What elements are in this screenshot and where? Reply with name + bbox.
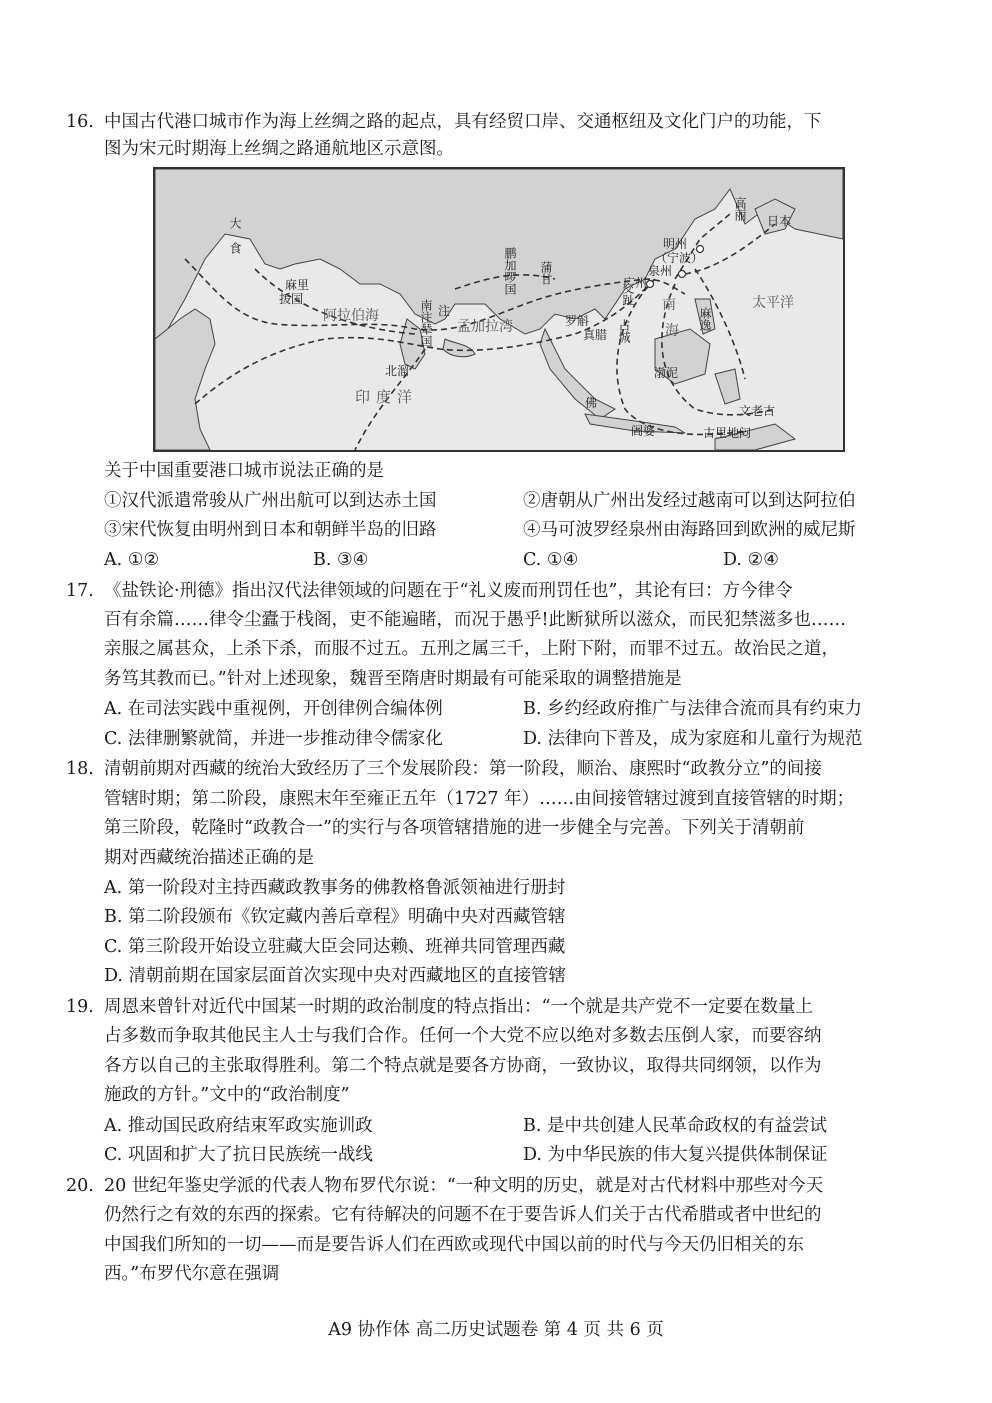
q16-number: 16. [66, 112, 94, 132]
q17-stem-line-1: 《盐铁论·刑德》指出汉代法律领域的问题在于“礼义废而刑罚任也”，其论有曰：方今律令 [104, 581, 793, 601]
q19-stem-line-3: 各方以自己的主张取得胜利。第二个特点就是要各方协商，一致协议，取得共同纲领，以作为 [104, 1056, 822, 1076]
q19-stem-line-4: 施政的方针。”文中的“政治制度” [104, 1085, 350, 1105]
map-label-bengal: 孟加拉湾 [457, 319, 513, 335]
map-label-beiliu: 北溜 [385, 364, 410, 378]
q17-number: 17. [66, 581, 94, 601]
q18-option-c[interactable]: C. 第三阶段开始设立驻藏大臣会同达赖、班禅共同管理西藏 [104, 937, 566, 957]
map-label-indian-ocean: 印度洋 [355, 388, 419, 406]
q17-stem-line-2: 百有余篇……律令尘蠹于栈阁，吏不能遍睹，而况于愚乎!此断狱所以滋众，而民犯禁滋多也…… [104, 610, 847, 630]
q18-option-a[interactable]: A. 第一阶段对主持西藏政教事务的佛教格鲁派领袖进行册封 [104, 878, 566, 898]
q17-stem-line-4: 务笃其教而已。”针对上述现象，魏晋至隋唐时期最有可能采取的调整措施是 [104, 669, 682, 689]
q16-option-a[interactable]: A. ①② [104, 550, 160, 570]
map-label-southsea-2: 海 [665, 323, 679, 339]
q19-stem-line-1: 周恩来曾针对近代中国某一时期的政治制度的特点指出：“一个就是共产党不一定要在数量上 [104, 997, 813, 1017]
q16-statement-4: ④马可波罗经泉州由海路回到欧洲的威尼斯 [523, 520, 856, 540]
q18-option-b[interactable]: B. 第二阶段颁布《钦定藏内善后章程》明确中央对西藏管辖 [104, 907, 566, 927]
q20-stem-line-4: 西。”布罗代尔意在强调 [104, 1264, 280, 1284]
q18-stem-line-1: 清朝前期对西藏的统治大致经历了三个发展阶段：第一阶段，顺治、康熙时“政教分立”的间接 [104, 759, 822, 779]
q16-statement-3: ③宋代恢复由明州到日本和朝鲜半岛的旧路 [104, 520, 437, 540]
q17-option-d[interactable]: D. 法律向下普及，成为家庭和儿童行为规范 [523, 729, 863, 749]
map-label-wenlao: 文老古 [739, 404, 776, 418]
map-label-sanfoqi: 佛 [585, 396, 598, 410]
map-label-pacific: 太平洋 [752, 295, 794, 311]
map-label-mingzhou: 明州 [663, 237, 688, 251]
q20-stem-line-2: 仍然行之有效的东西的探索。它有待解决的问题不在于要告诉人们关于古代希腊或者中世纪的 [104, 1205, 822, 1225]
map-label-shepo: 阇婆 [631, 424, 656, 438]
map-label-arabian-sea: 阿拉伯海 [323, 308, 379, 324]
q16-prompt: 关于中国重要港口城市说法正确的是 [104, 461, 384, 481]
q19-number: 19. [66, 997, 94, 1017]
q20-stem-line-3: 中国我们所知的一切——而是要告诉人们在西欧或现代中国以前的时代与今天仍旧相关的东 [104, 1235, 804, 1255]
q16-option-b[interactable]: B. ③④ [313, 550, 369, 570]
q16-statement-2: ②唐朝从广州出发经过越南可以到达阿拉伯 [523, 491, 856, 511]
map-label-malindi-2: 㧞国 [279, 292, 304, 306]
map-label-champa: 占城 [617, 319, 631, 343]
map-label-southsea-1: 南 [662, 297, 676, 313]
q18-number: 18. [66, 759, 94, 779]
q16-option-d[interactable]: D. ②④ [723, 550, 779, 570]
map-label-zhenla: 真腊 [583, 328, 608, 342]
map-label-zhunian: 注 [438, 304, 451, 318]
q17-option-b[interactable]: B. 乡约经政府推广与法律合流而具有约束力 [523, 699, 862, 719]
q18-stem-line-2: 管辖时期；第二阶段，康熙末年至雍正五年（1727 年）……由间接管辖过渡到直接管辖的时期； [104, 789, 855, 809]
q20-stem-line-1: 20 世纪年鉴史学派的代表人物布罗代尔说：“一种文明的历史，就是对古代材料中那些对今天 [104, 1176, 824, 1196]
map-label-malindi-1: 麻里 [285, 278, 310, 292]
map-label-dashi-1: 大 [228, 217, 242, 229]
map-label-pagan: 蒲甘 [539, 261, 553, 285]
map-label-nanpi: 南注辇国 [419, 299, 433, 347]
q16-stem-line-2: 图为宋元时期海上丝绸之路通航地区示意图。 [104, 139, 454, 159]
map-label-luohu: 罗斛 [565, 314, 590, 328]
q19-option-c[interactable]: C. 巩固和扩大了抗日民族统一战线 [104, 1145, 373, 1165]
map-label-quanzhou: 泉州 [648, 264, 673, 278]
q16-stem-line-1: 中国古代港口城市作为海上丝绸之路的起点，具有经贸口岸、交通枢纽及文化门户的功能，下 [104, 112, 822, 132]
map-label-japan: 日本 [767, 214, 792, 228]
q16-option-c[interactable]: C. ①④ [523, 550, 579, 570]
q19-option-d[interactable]: D. 为中华民族的伟大复兴提供体制保证 [523, 1145, 828, 1165]
map-label-dashi-2: 食 [228, 242, 242, 254]
maritime-silk-road-map [153, 167, 845, 452]
q19-option-b[interactable]: B. 是中共创建人民革命政权的有益尝试 [523, 1116, 827, 1136]
map-label-gaoli: 高丽 [733, 197, 747, 221]
q20-number: 20. [66, 1176, 94, 1196]
map-label-bohai: 渤泥 [654, 366, 679, 380]
map-label-guli: 古里地闷 [703, 426, 752, 440]
q18-option-d[interactable]: D. 清朝前期在国家层面首次实现中央对西藏地区的直接管辖 [104, 966, 567, 986]
q19-stem-line-2: 占多数而争取其他民主人士与我们合作。任何一个大党不应以绝对多数去压倒人家，而要容纳 [104, 1026, 822, 1046]
map-label-mayi: 麻逸 [698, 307, 712, 331]
q18-stem-line-3: 第三阶段，乾隆时“政教合一”的实行与各项管辖措施的进一步健全与完善。下列关于清朝前 [104, 818, 805, 838]
map-label-penglu: 鹏加啰国 [503, 247, 517, 295]
page-footer: A9 协作体 高二历史试题卷 第 4 页 共 6 页 [328, 1320, 664, 1340]
q17-option-c[interactable]: C. 法律删繁就简，并进一步推动律令儒家化 [104, 729, 443, 749]
q18-stem-line-4: 期对西藏统治描述正确的是 [104, 848, 314, 868]
q17-stem-line-3: 亲服之属甚众，上杀下杀，而服不过五。五刑之属三千，上附下附，而罪不过五。故治民之道， [104, 639, 839, 659]
q19-option-a[interactable]: A. 推动国民政府结束军政实施训政 [104, 1116, 373, 1136]
map-label-guangzhou: 广州 [623, 276, 648, 290]
q17-option-a[interactable]: A. 在司法实践中重视例，开创律例合编体例 [104, 699, 443, 719]
q16-statement-1: ①汉代派遣常骏从广州出航可以到达赤土国 [104, 491, 437, 511]
map-label-ningbo: （宁波） [655, 251, 704, 265]
map-label-jiaozhi: 交趾 [621, 282, 635, 306]
